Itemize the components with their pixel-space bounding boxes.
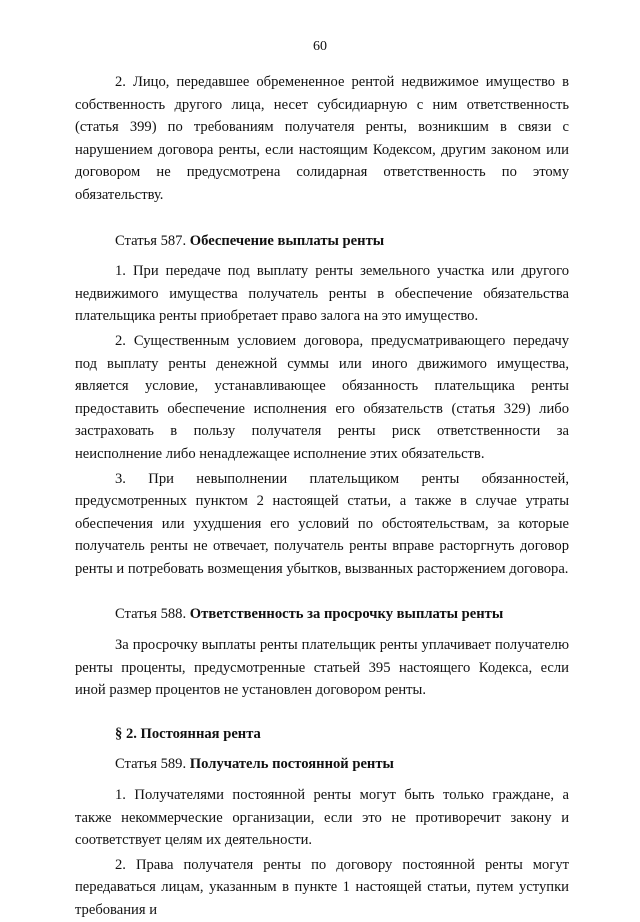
document-body xyxy=(75,71,569,922)
paragraph: 2. Права получателя ренты по договору постоянной ренты могут передаваться лицам, указанным в пункте 1 настоящей статьи, путем уступки требования и xyxy=(75,856,569,918)
article-title: Получатель постоянной ренты xyxy=(189,756,394,773)
article-heading xyxy=(75,753,569,776)
paragraph: 1. Получателями постоянной ренты могут быть только граждане, а также некоммерческие организации, если это не противоречит закону и соответствует целям их деятельности. xyxy=(75,787,569,849)
article-label: Статья 589. xyxy=(115,756,187,773)
article-title: Ответственность за просрочку выплаты ренты xyxy=(189,606,504,623)
article-label: Статья 588. xyxy=(115,606,187,623)
paragraph: 2. Лицо, передавшее обремененное рентой недвижимое имущество в собственность другого лица, несет субсидиарную с ним ответственность (статья 399) по требованиям получателя ренты, возникшим в связи с нарушением договора ренты, если настоящим Кодексом, другим законом или договором не предусмотрена солидарная ответственность по этому обязательству. xyxy=(75,74,569,203)
paragraph: 3. При невыполнении плательщиком ренты обязанностей, предусмотренных пунктом 2 настоящей статьи, а также в случае утраты обеспечения или ухудшения его условий по обстоятельствам, за которые получатель ренты не отвечает, получатель ренты вправе расторгнуть договор ренты и потребовать возмещения убытков, вызванных расторжением договора. xyxy=(75,470,569,577)
paragraph: 1. При передаче под выплату ренты земельного участка или другого недвижимого имущества получатель ренты в обеспечение обязательства плательщика ренты приобретает право залога на это имущество. xyxy=(75,263,569,325)
paragraph: За просрочку выплаты ренты плательщик ренты уплачивает получателю ренты проценты, предусмотренные статьей 395 настоящего Кодекса, если иной размер процентов не установлен договором ренты. xyxy=(75,637,569,699)
article-heading xyxy=(75,230,569,253)
section-heading: § 2. Постоянная рента xyxy=(115,725,261,742)
article-title: Обеспечение выплаты ренты xyxy=(189,232,385,249)
paragraph: 2. Существенным условием договора, предусматривающего передачу под выплату ренты денежной суммы или иного движимого имущества, является условие, устанавливающее обязанность плательщика ренты предоставить обеспечение исполнения его обязательств (статья 329) либо застраховать в пользу получателя ренты риск ответственности за неисполнение либо ненадлежащее исполнение этих обязательств. xyxy=(75,332,569,462)
page-number: 60 xyxy=(313,39,327,54)
article-label: Статья 587. xyxy=(115,232,187,249)
article-heading xyxy=(75,603,569,626)
